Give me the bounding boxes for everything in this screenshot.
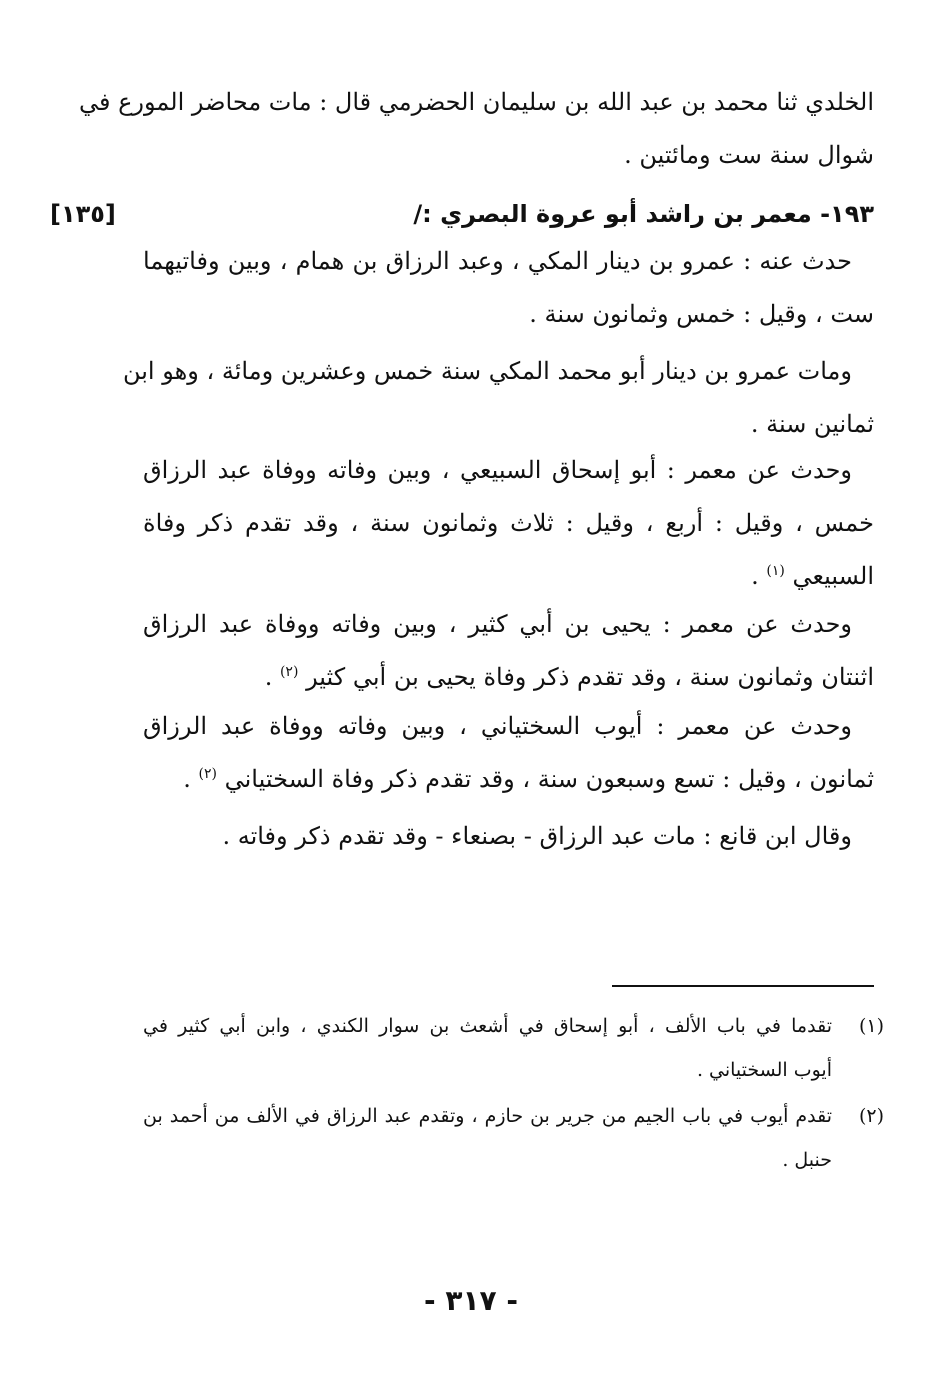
text-line: الخلدي ثنا محمد بن عبد الله بن سليمان الحضرمي قال : مات محاضر المورع في [79,88,874,116]
text-line: وحدث عن معمر : يحيى بن أبي كثير ، وبين وفاته ووفاة عبد الرزاق [143,610,852,638]
text-line [143,651,874,704]
line-text: السبيعي [792,562,874,590]
paragraph [122,345,874,451]
footnote-line: تقدم أيوب في باب الجيم من جرير بن حازم ، وتقدم عبد الرزاق في الألف من أحمد بن [143,1105,832,1127]
continuation-paragraph [79,76,874,182]
text-line: شوال سنة ست ومائتين . [624,141,874,169]
footnote-line: تقدما في باب الألف ، أبو إسحاق في أشعث بن سوار الكندي ، وابن أبي كثير في [143,1015,832,1037]
line-text: ثمانون ، وقيل : تسع وسبعون سنة ، وقد تقدم ذكر وفاة السختياني [224,765,874,793]
line-end: . [183,765,199,793]
line-end: . [751,562,767,590]
text-line: ست ، وقيل : خمس وثمانون سنة . [529,300,874,328]
entry-heading: ١٩٣- معمر بن راشد أبو عروة البصري :/ [413,200,874,228]
text-line: وحدث عن معمر : أيوب السختياني ، وبين وفاته ووفاة عبد الرزاق [143,712,852,740]
paragraph [143,810,874,863]
paragraph [143,444,874,603]
text-line: وحدث عن معمر : أبو إسحاق السبيعي ، وبين وفاته ووفاة عبد الرزاق [143,456,852,484]
footnote-reference: (٢) [198,766,217,782]
entry-heading-row [40,192,874,236]
text-line: وقال ابن قانع : مات عبد الرزاق - بصنعاء - وقد تقدم ذكر وفاته . [222,822,852,850]
text-line: ثمانين سنة . [750,410,874,438]
line-end: . [264,663,280,691]
paragraph [143,235,874,341]
text-line [143,550,874,603]
page-number: - ٣١٧ - [423,1284,519,1317]
text-line: حدث عنه : عمرو بن دينار المكي ، وعبد الرزاق بن همام ، وبين وفاتيهما [143,247,852,275]
paragraph [143,700,874,806]
footnote [143,1004,884,1092]
footnote-reference: (١) [766,563,785,579]
footnote [143,1094,884,1182]
text-line [143,753,874,806]
footnote-line: حنبل . [782,1149,832,1171]
paragraph [143,598,874,704]
original-page-reference: [١٣٥] [50,200,116,228]
footnote-reference: (٢) [279,664,299,680]
text-line: ومات عمرو بن دينار أبو محمد المكي سنة خمس وعشرين ومائة ، وهو ابن [122,357,852,385]
footnote-number: (١) [858,1015,884,1037]
footnote-separator [612,985,874,987]
footnote-number: (٢) [858,1105,884,1127]
line-text: اثنتان وثمانون سنة ، وقد تقدم ذكر وفاة يحيى بن أبي كثير [306,663,874,691]
footnote-line: أيوب السختياني . [696,1059,832,1081]
text-line: خمس ، وقيل : أربع ، وقيل : ثلاث وثمانون سنة ، وقد تقدم ذكر وفاة [143,509,874,537]
